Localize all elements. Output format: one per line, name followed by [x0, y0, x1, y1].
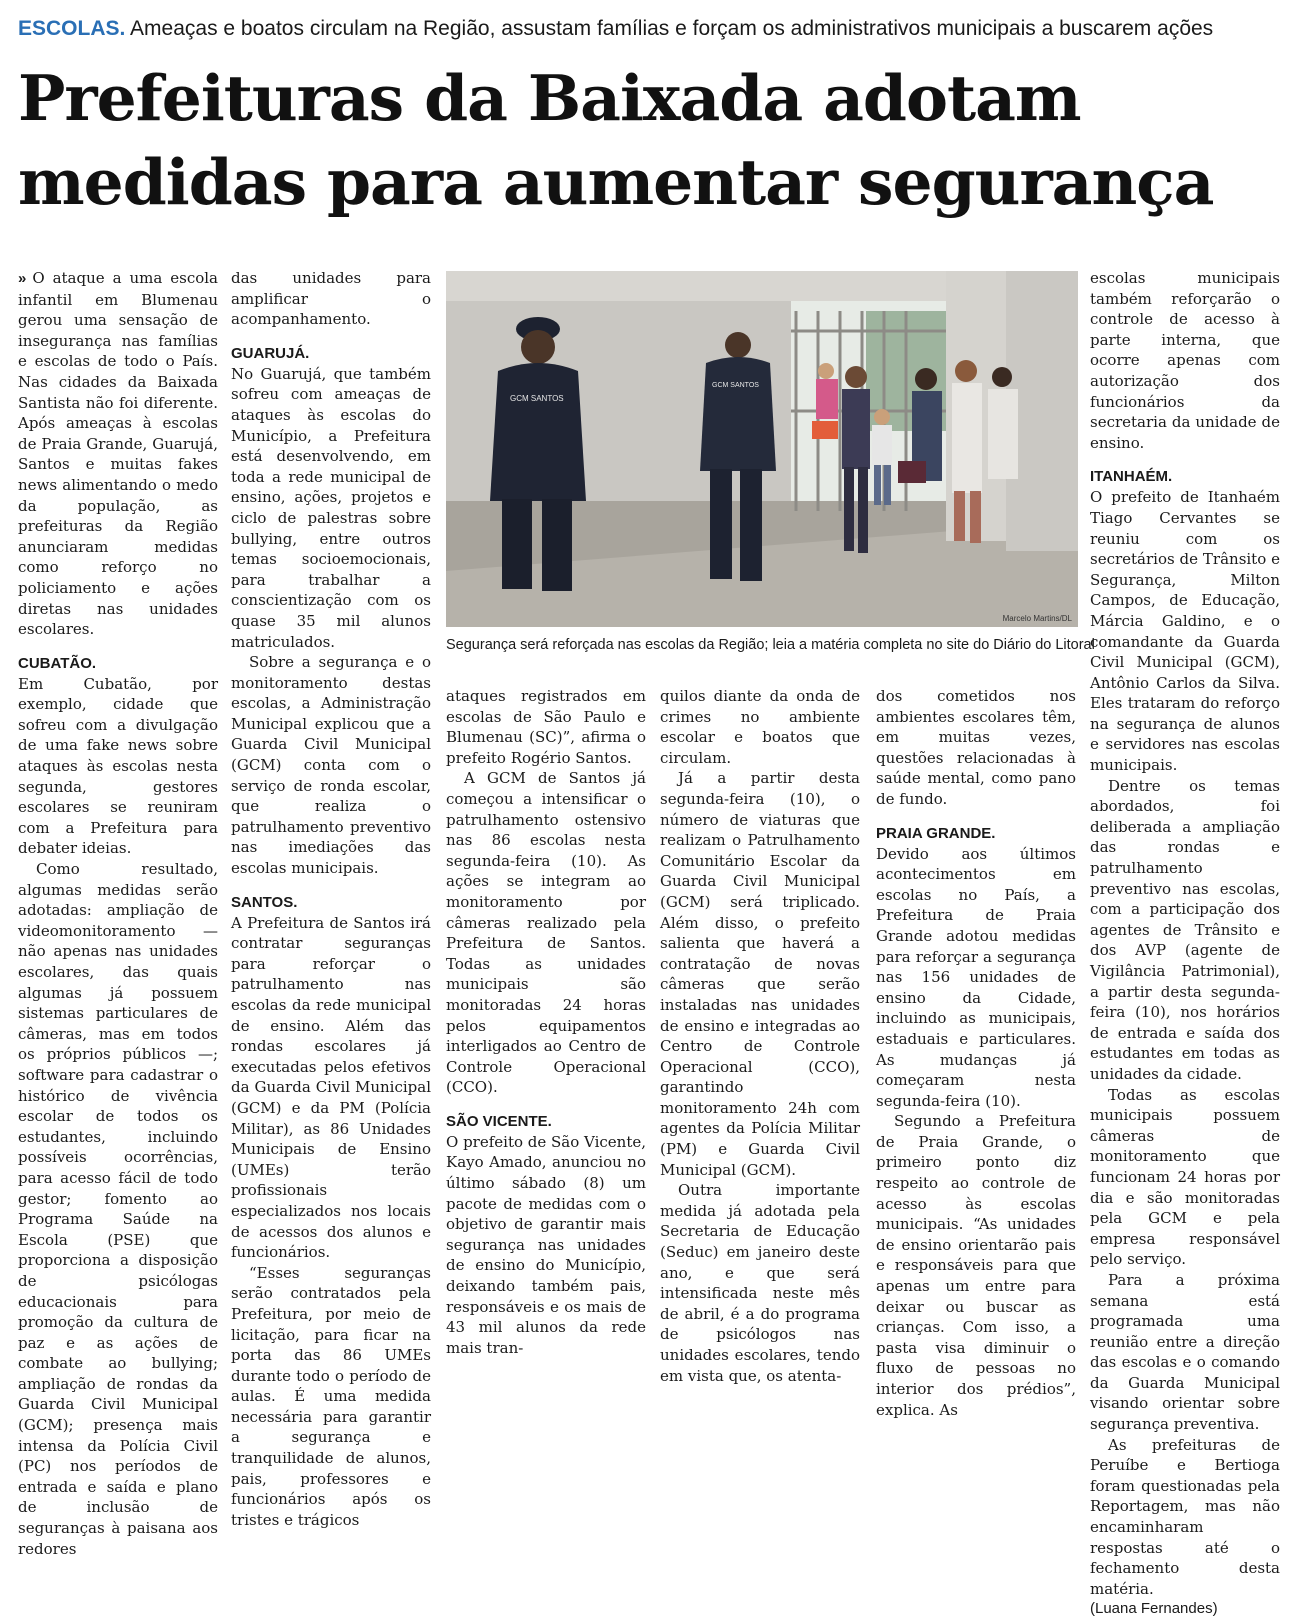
- section-tag: ESCOLAS.: [18, 17, 126, 40]
- paragraph: Devido aos últimos acontecimentos em escolas no País, a Prefeitura de Praia Grande adotou medidas para reforçar a segurança nas 156 unidades de ensino da Cidade, incluindo as municipais, estaduais e particulares. As mudanças já começaram nesta segunda-feira (10).: [876, 844, 1076, 1110]
- paragraph: dos cometidos nos ambientes escolares têm, em muitas vezes, questões relacionadas à saúde mental, como pano de fundo.: [876, 687, 1076, 808]
- headline-line-2: medidas para aumentar segurança: [18, 145, 1214, 219]
- photo-caption: Segurança será reforçada nas escolas da Região; leia a matéria completa no site do Diário do Litoral: [446, 637, 1095, 653]
- section-heading-sao-vicente: SÃO VICENTE.: [446, 1112, 552, 1130]
- author-signature: (Luana Fernandes): [1090, 1600, 1218, 1618]
- kicker: [18, 14, 1278, 44]
- section-heading-cubatao: CUBATÃO.: [18, 654, 97, 672]
- column-4: [660, 686, 860, 1385]
- svg-text:GCM SANTOS: GCM SANTOS: [510, 394, 564, 403]
- column-5: [876, 686, 1076, 1419]
- paragraph: Segundo a Prefeitura de Praia Grande, o primeiro ponto diz respeito ao controle de acesso às escolas municipais. “As unidades de ensino orientarão pais e responsáveis para que apenas um entre para deixar ou buscar as crianças. Com isso, a pasta visa diminuir o fluxo de pessoas no interior dos prédios”, explica. As: [876, 1112, 1076, 1419]
- section-heading-itanhaem: ITANHAÉM.: [1090, 468, 1173, 486]
- paragraph: A GCM de Santos já começou a intensificar o patrulhamento ostensivo nas 86 escolas nesta segunda-feira (10). As ações se integram ao monitoramento por câmeras realizado pela Prefeitura de Santos. Todas as unidades municipais são monitoradas 24 horas pelos equipamentos interligados ao Centro de Controle Operacional (CCO).: [446, 769, 646, 1097]
- paragraph: Dentre os temas abordados, foi deliberada a ampliação das rondas e patrulhamento preventivo nas escolas, com a participação dos agentes de Trânsito e dos AVP (agente de Vigilância Patrimonial), a partir desta segunda-feira (10), nos horários de entrada e saída dos estudantes em todas as unidades da cidade.: [1090, 776, 1280, 1083]
- paragraph: ataques registrados em escolas de São Paulo e Blumenau (SC)”, afirma o prefeito Rogério Santos.: [446, 687, 646, 767]
- column-2: [231, 268, 431, 1529]
- paragraph: Para a próxima semana está programada uma reunião entre a direção das escolas e o comando da Guarda Municipal visando orientar sobre segurança preventiva.: [1090, 1270, 1280, 1434]
- column-1: [18, 268, 218, 1558]
- section-heading-santos: SANTOS.: [231, 893, 298, 911]
- section-heading-guaruja: GUARUJÁ.: [231, 344, 310, 362]
- headline: [18, 56, 1280, 224]
- paragraph: Em Cubatão, por exemplo, cidade que sofreu com a divulgação de uma fake news sobre ataques às escolas nesta segunda, gestores escolares se reuniram com a Prefeitura para debater ideias.: [18, 674, 218, 858]
- section-heading-praia-grande: PRAIA GRANDE.: [876, 824, 996, 842]
- paragraph: No Guarujá, que também sofreu com ameaças de ataques às escolas do Município, a Prefeitura está desenvolvendo, em toda a rede municipal de ensino, ações, projetos e ciclo de palestras sobre bullying, entre outros temas socioemocionais, para trabalhar a conscientização com os quase 35 mil alunos matriculados.: [231, 364, 431, 651]
- paragraph: Como resultado, algumas medidas serão adotadas: ampliação de videomonitoramento — não apenas nas unidades escolares, das quais algumas já possuem sistemas particulares de câmeras, mas em todos os próprios públicos —; software para cadastrar o histórico de vivência escolar de todos os estudantes, incluindo possíveis ocorrências, para acesso fácil de todo gestor; fomento ao Programa Saúde na Escola (PSE) que proporciona a disposição de psicólogas educacionais para promoção da cultura de paz e as ações de combate ao bullying; ampliação de rondas da Guarda Civil Municipal (GCM); presença mais intensa da Polícia Civil (PC) nos períodos de entrada e saída e plano de inclusão de seguranças à paisana aos redores: [18, 860, 218, 1558]
- subtitle: Ameaças e boatos circulam na Região, assustam famílias e forçam os administrativos municipais a buscarem ações: [130, 17, 1214, 40]
- paragraph: As prefeituras de Peruíbe e Bertioga foram questionadas pela Reportagem, mas não encaminharam respostas até o fechamento desta matéria.: [1090, 1435, 1280, 1598]
- lead-arrow-icon: »: [18, 270, 27, 287]
- headline-line-1: Prefeituras da Baixada adotam: [18, 61, 1081, 135]
- paragraph: O prefeito de São Vicente, Kayo Amado, anunciou no último sábado (8) um pacote de medidas com o objetivo de garantir mais segurança nas unidades de ensino do Município, deixando também pais, responsáveis e os mais de 43 mil alunos da rede mais tran-: [446, 1132, 647, 1357]
- paragraph: O prefeito de Itanhaém Tiago Cervantes se reuniu com os secretários de Trânsito e Segurança, Milton Campos, de Educação, Márcia Galdino, e o comandante da Guarda Civil Municipal (GCM), Antônio Carlos da Silva. Eles trataram do reforço na segurança de alunos e servidores nas escolas municipais.: [1090, 488, 1280, 775]
- paragraph: quilos diante da onda de crimes no ambiente escolar e boatos que circulam.: [660, 687, 860, 767]
- column-3: [446, 686, 647, 1357]
- school-entrance-illustration: [446, 271, 1078, 627]
- svg-text:GCM SANTOS: GCM SANTOS: [712, 382, 759, 389]
- paragraph: Outra importante medida já adotada pela Secretaria de Educação (Seduc) em janeiro deste ano, e que será intensificada neste mês de abril, é a do programa de psicólogos nas unidades escolares, tendo em vista que, os atenta-: [660, 1181, 860, 1385]
- column-6: [1090, 268, 1280, 1618]
- paragraph: escolas municipais também reforçarão o controle de acesso à parte interna, que ocorre apenas com autorização dos funcionários da secretaria da unidade de ensino.: [1090, 269, 1280, 452]
- paragraph: “Esses seguranças serão contratados pela Prefeitura, por meio de licitação, para ficar na porta das 86 UMEs durante todo o período de aulas. É uma medida necessária para garantir a segurança e tranquilidade de alunos, pais, professores e funcionários após os tristes e trágicos: [231, 1263, 431, 1529]
- photo-credit: Marcelo Martins/DL: [1002, 614, 1072, 623]
- lead-paragraph: » O ataque a uma escola infantil em Blumenau gerou uma sensação de insegurança nas famílias e escolas de todo o País. Nas cidades da Baixada Santista não foi diferente. Após ameaças à escolas de Praia Grande, Guarujá, Santos e muitas fakes news alimentando o medo da população, as prefeituras da Região anunciaram medidas como reforço no policiamento e ações diretas nas unidades escolares.: [18, 269, 218, 639]
- paragraph: Sobre a segurança e o monitoramento destas escolas, a Administração Municipal explicou que a Guarda Civil Municipal (GCM) conta com o serviço de ronda escolar, que realiza o patrulhamento preventivo nas imediações das escolas municipais.: [231, 653, 431, 878]
- news-photo: [446, 271, 1078, 627]
- paragraph: Já a partir desta segunda-feira (10), o número de viaturas que realizam o Patrulhamento Comunitário Escolar da Guarda Civil Municipal (GCM) será triplicado. Além disso, o prefeito salienta que haverá a contratação de novas câmeras que serão instaladas nas unidades de ensino e integradas ao Centro de Controle Operacional (CCO), garantindo monitoramento 24h com agentes da Polícia Militar (PM) e Guarda Civil Municipal (GCM).: [660, 769, 860, 1179]
- paragraph: Todas as escolas municipais possuem câmeras de monitoramento que funcionam 24 horas por dia e são monitoradas pela GCM e pela empresa responsável pelo serviço.: [1090, 1085, 1280, 1269]
- paragraph: das unidades para amplificar o acompanhamento.: [231, 269, 431, 329]
- paragraph: A Prefeitura de Santos irá contratar seguranças para reforçar o patrulhamento nas escolas da rede municipal de ensino. Além das rondas escolares já executadas pelos efetivos da Guarda Civil Municipal (GCM) e da PM (Polícia Militar), as 86 Unidades Municipais de Ensino (UMEs) terão profissionais especializados nos locais de acessos dos alunos e funcionários.: [231, 913, 431, 1262]
